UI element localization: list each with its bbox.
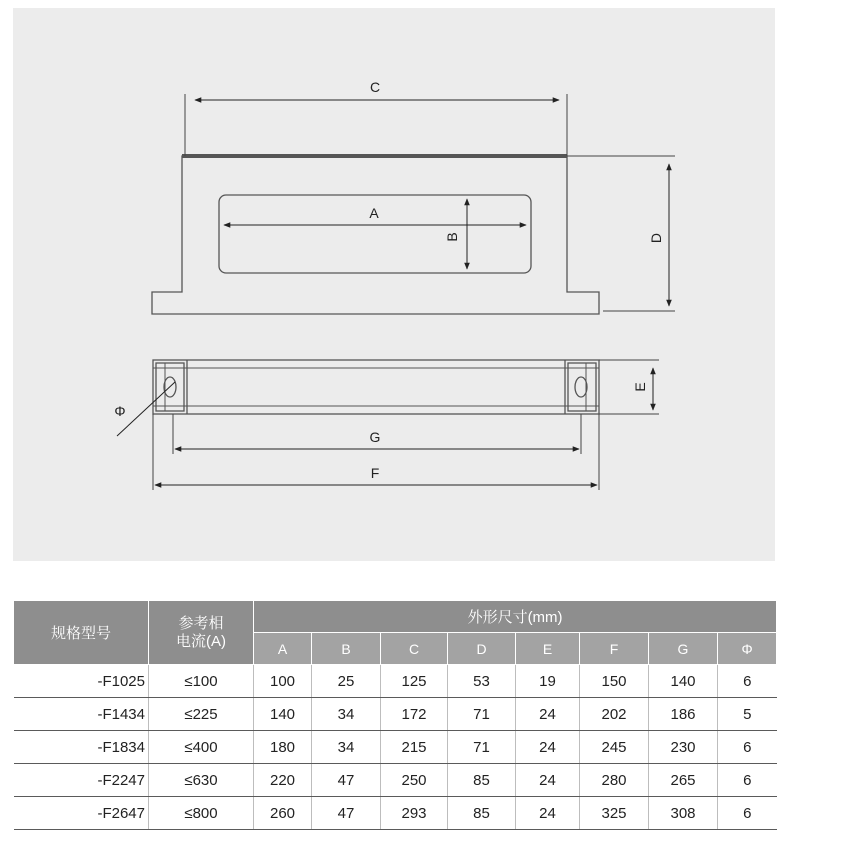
dimension-g-label: G: [369, 429, 381, 445]
right-mounting-hole: [575, 377, 587, 397]
specification-table: [13, 600, 777, 830]
cell-d: 71: [448, 731, 516, 764]
cell-a: 180: [254, 731, 312, 764]
cell-d: 85: [448, 764, 516, 797]
top-view: [153, 360, 599, 414]
cell-a: 100: [254, 665, 312, 698]
table-row: [14, 764, 777, 797]
cell-model: -F1834: [14, 731, 149, 764]
cell-g: 186: [649, 698, 718, 731]
header-current-line2: 电流(A): [176, 632, 226, 650]
right-mounting-ear: [568, 363, 596, 411]
header-col-f: F: [580, 633, 649, 665]
cell-current: ≤800: [149, 797, 254, 830]
cell-b: 34: [312, 731, 381, 764]
cell-g: 265: [649, 764, 718, 797]
cell-e: 24: [516, 797, 580, 830]
cell-phi: 6: [718, 665, 777, 698]
cell-c: 293: [381, 797, 448, 830]
cell-d: 53: [448, 665, 516, 698]
cell-f: 325: [580, 797, 649, 830]
cell-b: 47: [312, 797, 381, 830]
header-model: 规格型号: [14, 601, 149, 665]
dimension-phi-label: Φ: [114, 403, 126, 419]
table-row: [14, 731, 777, 764]
dimension-a-label: A: [369, 205, 379, 221]
header-col-b: B: [312, 633, 381, 665]
cell-current: ≤100: [149, 665, 254, 698]
technical-drawing: [13, 8, 775, 561]
technical-drawing-panel: [13, 8, 775, 561]
cell-e: 24: [516, 698, 580, 731]
cell-d: 71: [448, 698, 516, 731]
cell-b: 34: [312, 698, 381, 731]
header-col-phi: Φ: [718, 633, 777, 665]
table-row: [14, 797, 777, 830]
cell-model: -F2247: [14, 764, 149, 797]
cell-c: 250: [381, 764, 448, 797]
header-current: [149, 601, 254, 665]
cell-g: 308: [649, 797, 718, 830]
dimension-b-label: B: [444, 232, 460, 242]
header-col-e: E: [516, 633, 580, 665]
dimension-f-label: F: [370, 465, 380, 481]
cell-b: 47: [312, 764, 381, 797]
cell-a: 140: [254, 698, 312, 731]
table-row: [14, 665, 777, 698]
cell-e: 24: [516, 731, 580, 764]
cell-phi: 6: [718, 731, 777, 764]
cell-model: -F1025: [14, 665, 149, 698]
cell-f: 245: [580, 731, 649, 764]
cell-c: 215: [381, 731, 448, 764]
cell-phi: 6: [718, 797, 777, 830]
header-col-g: G: [649, 633, 718, 665]
cell-current: ≤225: [149, 698, 254, 731]
cell-c: 172: [381, 698, 448, 731]
cell-f: 280: [580, 764, 649, 797]
dimension-c-label: C: [369, 79, 381, 95]
top-view-extension-lines: [153, 360, 659, 490]
dimension-e-label: E: [632, 382, 648, 392]
cell-f: 202: [580, 698, 649, 731]
cell-model: -F2647: [14, 797, 149, 830]
cell-f: 150: [580, 665, 649, 698]
dimension-phi-leader: [117, 382, 175, 436]
cell-g: 230: [649, 731, 718, 764]
header-col-d: D: [448, 633, 516, 665]
header-col-c: C: [381, 633, 448, 665]
cell-g: 140: [649, 665, 718, 698]
table-row: [14, 698, 777, 731]
cell-current: ≤630: [149, 764, 254, 797]
cell-e: 24: [516, 764, 580, 797]
header-current-line1: 参考相: [178, 614, 224, 632]
cell-b: 25: [312, 665, 381, 698]
header-dimensions: 外形尺寸(mm): [254, 601, 777, 633]
front-view-extension-lines: [185, 94, 675, 311]
cell-model: -F1434: [14, 698, 149, 731]
cell-current: ≤400: [149, 731, 254, 764]
cell-a: 220: [254, 764, 312, 797]
front-view: [152, 156, 599, 314]
cell-a: 260: [254, 797, 312, 830]
header-col-a: A: [254, 633, 312, 665]
dimension-d-label: D: [648, 232, 664, 244]
cell-phi: 6: [718, 764, 777, 797]
cell-phi: 5: [718, 698, 777, 731]
cell-c: 125: [381, 665, 448, 698]
cell-e: 19: [516, 665, 580, 698]
cell-d: 85: [448, 797, 516, 830]
